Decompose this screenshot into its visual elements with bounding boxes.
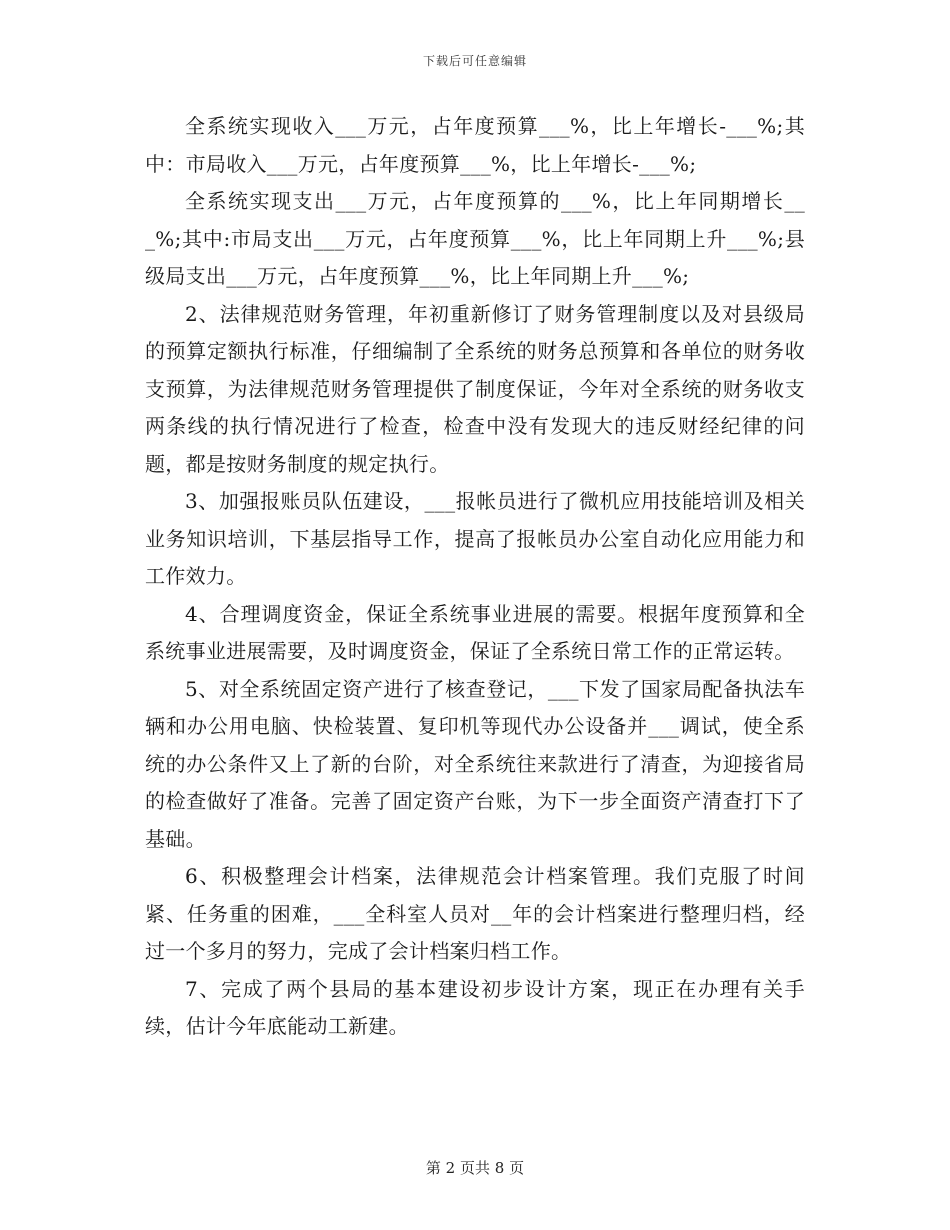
- paragraph-expenditure: 全系统实现支出___万元，占年度预算的___%，比上年同期增长___%;其中:市局支出___万元，占年度预算___%，比上年同期上升___%;县级局支出___万元，占年度预算___%，比上年同期上升___%;: [145, 189, 805, 288]
- paragraph-item-7: 7、完成了两个县局的基本建设初步设计方案，现正在办理有关手续，估计今年底能动工新建。: [145, 976, 805, 1038]
- header-note: 下载后可任意编辑: [422, 54, 527, 68]
- document-body: [145, 108, 805, 1046]
- paragraph-item-3: 3、加强报账员队伍建设，___报帐员进行了微机应用技能培训及相关业务知识培训，下基层指导工作，提高了报帐员办公室自动化应用能力和工作效力。: [145, 489, 805, 588]
- paragraph-item-4: 4、合理调度资金，保证全系统事业进展的需要。根据年度预算和全系统事业进展需要，及时调度资金，保证了全系统日常工作的正常运转。: [145, 601, 805, 663]
- paragraph-item-2: 2、法律规范财务管理，年初重新修订了财务管理制度以及对县级局的预算定额执行标准，仔细编制了全系统的财务总预算和各单位的财务收支预算，为法律规范财务管理提供了制度保证，今年对全系统的财务收支两条线的执行情况进行了检查，检查中没有发现大的违反财经纪律的问题，都是按财务制度的规定执行。: [145, 301, 805, 476]
- page-number: 第 2 页共 8 页: [425, 1159, 525, 1177]
- paragraph-item-5: 5、对全系统固定资产进行了核查登记，___下发了国家局配备执法车辆和办公用电脑、快检装置、复印机等现代办公设备并___调试，使全系统的办公条件又上了新的台阶，对全系统往来款进行了清查，为迎接省局的检查做好了准备。完善了固定资产台账，为下一步全面资产清查打下了基础。: [145, 676, 805, 851]
- paragraph-item-6: 6、积极整理会计档案，法律规范会计档案管理。我们克服了时间紧、任务重的困难，___全科室人员对__年的会计档案进行整理归档，经过一个多月的努力，完成了会计档案归档工作。: [145, 864, 805, 963]
- paragraph-income: 全系统实现收入___万元，占年度预算___%，比上年增长-___%;其中：市局收入___万元，占年度预算___%，比上年增长-___%;: [145, 114, 805, 176]
